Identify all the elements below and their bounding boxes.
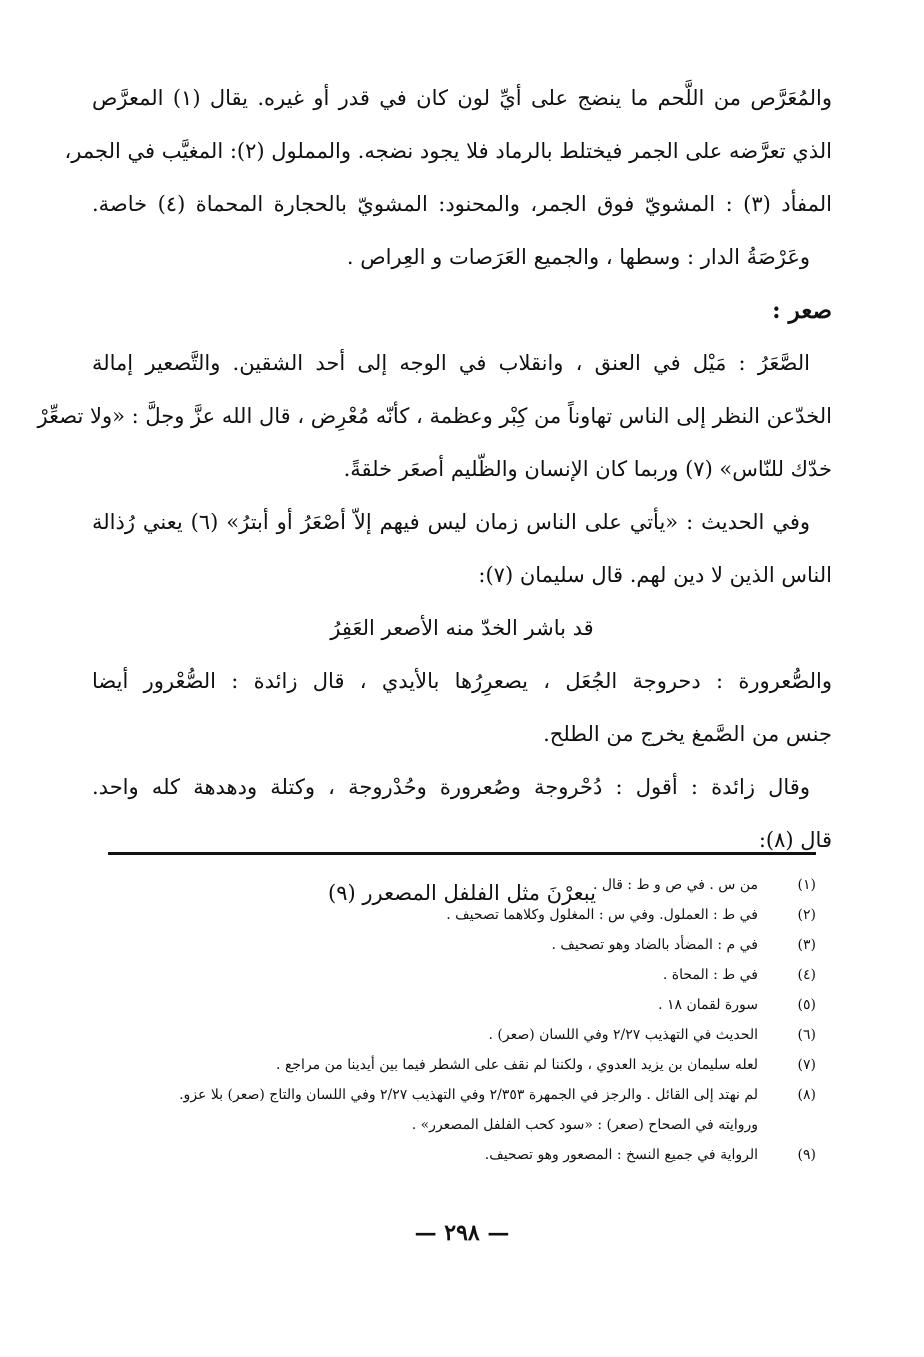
main-text bbox=[37, 72, 833, 920]
text-line: قال (٨): bbox=[758, 828, 832, 852]
footnote-number: (٢) bbox=[797, 907, 816, 923]
footnote-text: لم نهتد إلى القائل . والرجز في الجمهرة ٢/٣٥٣ وفي التهذيب ٢/٢٧ وفي اللسان والتاج (صعر) بلا عزو. bbox=[179, 1087, 758, 1103]
footnote-text: في م : المضأد بالضاد وهو تصحيف . bbox=[551, 937, 758, 953]
footnote-number: (٥) bbox=[797, 997, 816, 1013]
footnote-number: (٣) bbox=[797, 937, 816, 953]
footnote-number: (٨) bbox=[797, 1087, 816, 1103]
footnote-text: سورة لقمان ١٨ . bbox=[658, 997, 758, 1013]
text-line: الناس الذين لا دين لهم. قال سليمان (٧): bbox=[478, 563, 832, 587]
footnote bbox=[108, 1020, 816, 1050]
text-line: خدّك للنّاس» (٧) وربما كان الإنسان والظّليم أصعَر خلقةً. bbox=[343, 457, 832, 481]
text-line: المفأد (٣) : المشويّ فوق الجمر، والمحنود: المشويّ بالحجارة المحماة (٤) خاصة. bbox=[92, 192, 833, 216]
footnote-number: (١) bbox=[797, 877, 816, 893]
text-line: والمُعَرَّص من اللَّحم ما ينضج على أيِّ لون كان في قدر أو غيره. يقال (١) المعرَّص bbox=[92, 86, 832, 110]
footnote bbox=[108, 1080, 816, 1110]
text-line: وعَرْصَةُ الدار : وسطها ، والجميع العَرَصات و العِراص . bbox=[346, 245, 810, 269]
footnote-number: (٤) bbox=[797, 967, 816, 983]
verse-line: قد باشر الخدّ منه الأصعر العَفِرُ bbox=[330, 616, 594, 640]
footnote bbox=[108, 960, 816, 990]
footnote bbox=[108, 900, 816, 930]
footnote-text: وروايته في الصحاح (صعر) : «سود كحب الفلفل المصعرر» . bbox=[411, 1117, 758, 1133]
footnote-number: (٧) bbox=[797, 1057, 816, 1073]
footnote bbox=[108, 1050, 816, 1080]
text-line: وقال زائدة : أقول : دُحْروجة وصُعرورة وحُدْروجة ، وكتلة ودهدهة كله واحد. bbox=[92, 775, 810, 799]
verse-line: يبعرْنَ مثل الفلفل المصعرر (٩) bbox=[328, 881, 596, 905]
footnote-separator bbox=[108, 852, 816, 855]
footnote bbox=[108, 990, 816, 1020]
footnote-text: في ط : المحاة . bbox=[662, 967, 758, 983]
footnotes bbox=[108, 870, 816, 1170]
footnote-number: (٦) bbox=[797, 1027, 816, 1043]
footnote-text: الحديث في التهذيب ٢/٢٧ وفي اللسان (صعر) . bbox=[488, 1027, 758, 1043]
footnote-number: (٩) bbox=[797, 1147, 816, 1163]
page-number: — ٢٩٨ — bbox=[414, 1220, 510, 1246]
text-line: جنس من الصَّمغ يخرج من الطلح. bbox=[543, 722, 832, 746]
footnote-text: لعله سليمان بن يزيد العدوي ، ولكننا لم نقف على الشطر فيما بين أيدينا من مراجع . bbox=[276, 1057, 758, 1073]
text-line: والصُّعرورة : دحروجة الجُعَل ، يصعرِرُها بالأيدي ، قال زائدة : الصُّعْرور أيضا bbox=[92, 669, 832, 693]
entry-heading: صعر : bbox=[772, 297, 832, 324]
footnote-text: الرواية في جميع النسخ : المصعور وهو تصحيف. bbox=[484, 1147, 758, 1163]
footnote bbox=[108, 930, 816, 960]
text-line: وفي الحديث : «يأتي على الناس زمان ليس فيهم إلاّ أصْعَرُ أو أبترُ» (٦) يعني رُذالة bbox=[92, 510, 811, 534]
footnote bbox=[108, 1140, 816, 1170]
text-line: الصَّعَرُ : مَيْل في العنق ، وانقلاب في الوجه إلى أحد الشقين. والتَّصعير إمالة bbox=[92, 351, 810, 375]
footnote-continuation bbox=[108, 1110, 816, 1140]
footnote bbox=[108, 870, 816, 900]
footnote-text: من س . في ص و ط : قال . bbox=[592, 877, 758, 893]
footnote-text: في ط : العملول. وفي س : المغلول وكلاهما تصحيف . bbox=[446, 907, 758, 923]
text-line: الخدّعن النظر إلى الناس تهاوناً من كِبْر وعظمة ، كأنّه مُعْرِض ، قال الله عزَّ وجلَّ : «ولا تصعِّرْ bbox=[37, 404, 832, 428]
text-line: الذي تعرَّضه على الجمر فيختلط بالرماد فلا يجود نضجه. والمملول (٢): المغيَّب في الجمر، bbox=[64, 139, 832, 163]
